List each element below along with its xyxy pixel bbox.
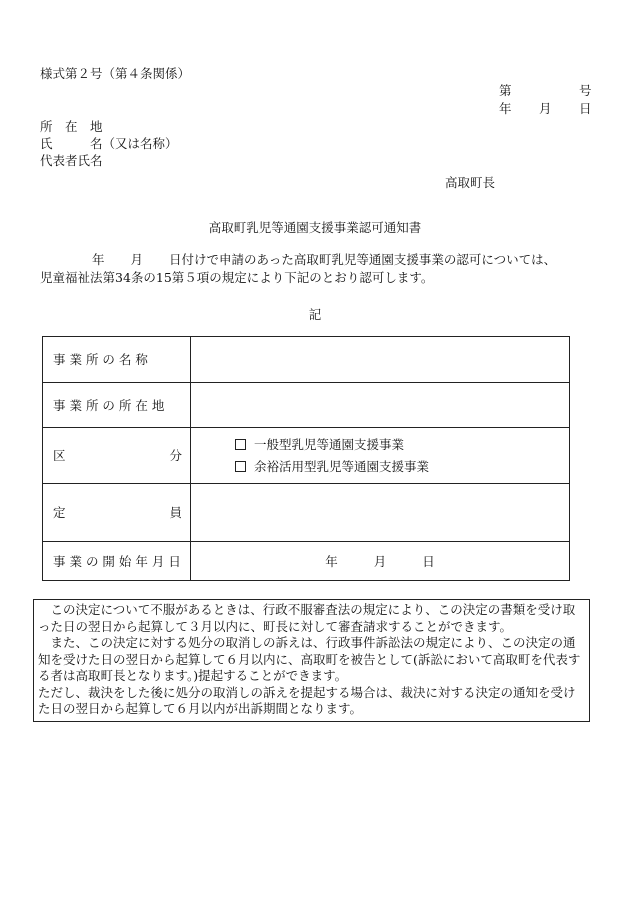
body-month: 月 <box>130 252 144 267</box>
ki-heading: 記 <box>308 307 322 322</box>
category-label-a: 区 <box>53 448 66 463</box>
start-date-label: 事 業 の 開 始 年 月 日 <box>43 542 191 581</box>
issue-day: 日 <box>579 101 592 116</box>
name-label: 氏 名（又は名称） <box>40 136 178 151</box>
addressee-block <box>40 118 178 169</box>
table-row <box>43 484 570 542</box>
checkbox-icon[interactable] <box>235 439 246 450</box>
start-month: 月 <box>373 553 387 569</box>
facility-name-label: 事 業 所 の 名 称 <box>43 337 191 383</box>
body-text <box>40 251 600 287</box>
notice-paragraph-3: ただし、裁決をした後に処分の取消しの訴えを提起する場合は、裁決に対する決定の通知を受けた日の翌日から起算して６月以内が出訴期間となります。 <box>38 684 576 716</box>
facility-address-value[interactable] <box>191 383 570 428</box>
facility-address-label: 事 業 所 の 所 在 地 <box>43 383 191 428</box>
body-line2: 児童福祉法第34条の15第５項の規定により下記のとおり認可します。 <box>40 270 434 285</box>
table-row <box>43 383 570 428</box>
table-row <box>43 337 570 383</box>
body-year: 年 <box>92 252 105 267</box>
start-date-value[interactable] <box>191 542 570 581</box>
facility-name-value[interactable] <box>191 337 570 383</box>
details-table <box>42 336 570 581</box>
number-suffix: 号 <box>579 83 592 98</box>
option-general-label: 一般型乳児等通園支援事業 <box>254 437 405 452</box>
capacity-label <box>43 484 191 542</box>
start-day: 日 <box>422 553 435 569</box>
representative-label: 代表者氏名 <box>40 153 103 168</box>
form-number: 様式第２号（第４条関係） <box>40 66 191 81</box>
checkbox-icon[interactable] <box>235 461 246 472</box>
appeal-notice <box>33 599 590 722</box>
address-label: 所 在 地 <box>40 119 103 134</box>
issue-month: 月 <box>539 101 552 116</box>
option-general[interactable] <box>201 434 569 456</box>
capacity-label-a: 定 <box>53 505 66 520</box>
document-title: 高取町乳児等通園支援事業認可通知書 <box>208 220 422 235</box>
body-line1: 日付けで申請のあった高取町乳児等通園支援事業の認可については、 <box>169 252 557 267</box>
start-year: 年 <box>325 553 338 569</box>
category-label <box>43 428 191 484</box>
issue-year: 年 <box>499 101 512 116</box>
notice-paragraph-2: また、この決定に対する処分の取消しの訴えは、行政事件訴訟法の規定により、この決定の通知を受けた日の翌日から起算して６月以内に、高取町を被告として(訴訟において高取町を代表する者は高取町長となります。)提起することができます。 <box>38 635 581 683</box>
capacity-value[interactable] <box>191 484 570 542</box>
option-spare-capacity-label: 余裕活用型乳児等通園支援事業 <box>254 459 430 474</box>
number-prefix: 第 <box>499 83 512 98</box>
option-spare-capacity[interactable] <box>201 456 569 478</box>
table-row <box>43 542 570 581</box>
category-label-b: 分 <box>169 448 182 463</box>
capacity-label-b: 員 <box>169 505 182 520</box>
notice-paragraph-1: この決定について不服があるときは、行政不服審査法の規定により、この決定の書類を受け取った日の翌日から起算して３月以内に、町長に対して審査請求することができます。 <box>38 602 576 634</box>
table-row <box>43 428 570 484</box>
issuer: 高取町長 <box>445 175 496 190</box>
category-options <box>191 428 570 484</box>
